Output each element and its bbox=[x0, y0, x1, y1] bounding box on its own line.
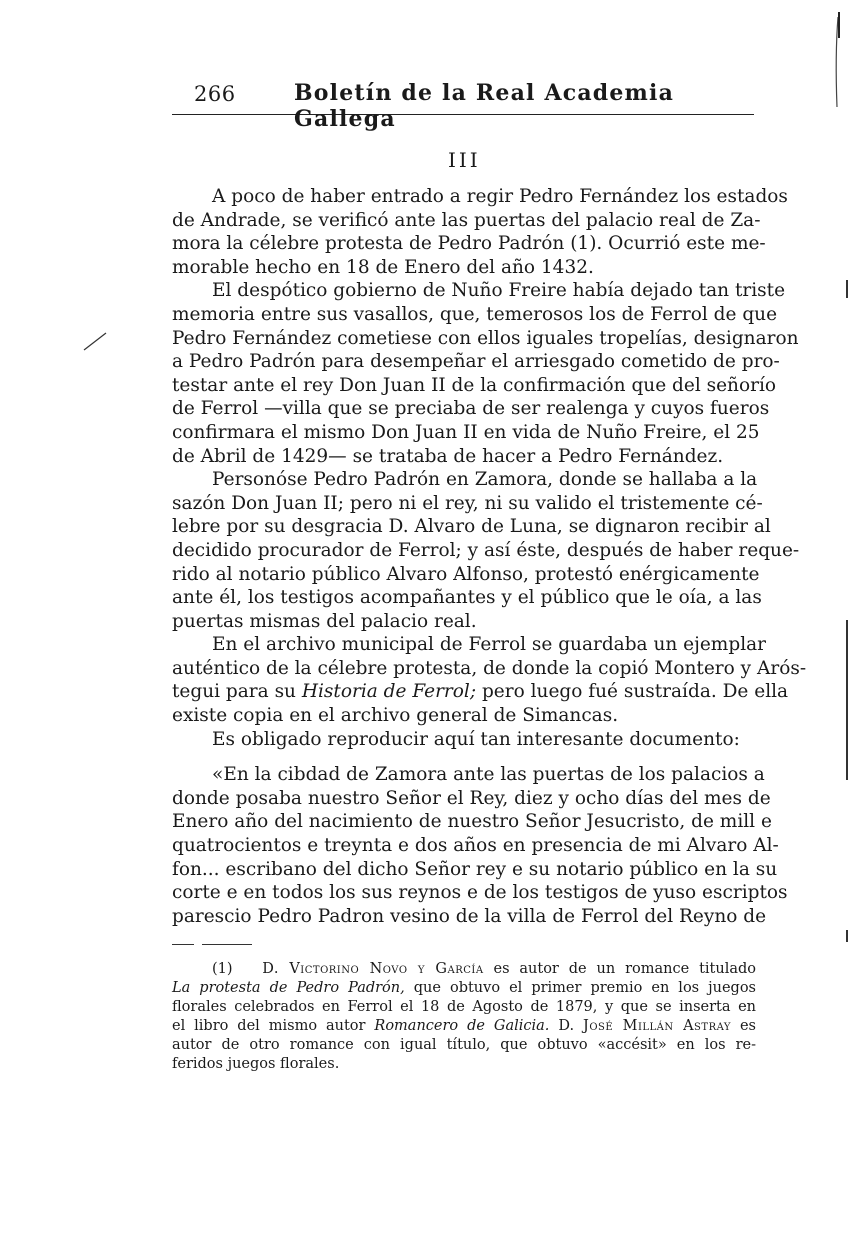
section-heading: III bbox=[448, 148, 481, 172]
text-line: Pedro Fernández cometiese con ellos iguales tropelías, designaron bbox=[172, 327, 799, 349]
book-title: Historia de Ferrol; bbox=[301, 681, 477, 703]
text-line: El despótico gobierno de Nuño Freire había dejado tan triste bbox=[212, 280, 786, 302]
text-line: existe copia en el archivo general de Simancas. bbox=[172, 705, 619, 727]
work-title: Romancero de Galicia. bbox=[374, 1018, 550, 1034]
text-line: a Pedro Padrón para desempeñar el arriesgado cometido de pro- bbox=[172, 351, 780, 373]
text-line: A poco de haber entrado a regir Pedro Fernández los estados bbox=[212, 186, 788, 207]
footnote bbox=[172, 960, 756, 1074]
text-line: ante él, los testigos acompañantes y el público que le oía, a las bbox=[172, 587, 762, 609]
text-line: de Abril de 1429— se trataba de hacer a Pedro Fernández. bbox=[172, 445, 724, 467]
footnote-line bbox=[172, 960, 756, 979]
footnote-line: feridos juegos florales. bbox=[172, 1056, 340, 1072]
text-line: morable hecho en 18 de Enero del año 1432. bbox=[172, 256, 594, 278]
scan-edge-mark bbox=[846, 280, 848, 298]
text-line: sazón Don Juan II; pero ni el rey, ni su valido el tristemente cé- bbox=[172, 492, 763, 514]
running-title: Boletín de la Real Academia Gallega bbox=[294, 80, 675, 132]
quote-line: quatrocientos e treynta e dos años en presencia de mi Alvaro Al- bbox=[172, 835, 779, 857]
text-fragment: el libro del mismo autor bbox=[172, 1018, 375, 1034]
author-name: José Millán Astray bbox=[583, 1018, 732, 1034]
text-line: de Andrade, se verificó ante las puertas del palacio real de Za- bbox=[172, 209, 761, 231]
text-line: rido al notario público Alvaro Alfonso, protestó enérgicamente bbox=[172, 563, 760, 585]
quote-line: donde posaba nuestro Señor el Rey, diez y ocho días del mes de bbox=[172, 787, 771, 809]
quote-line: «En la cibdad de Zamora ante las puertas de los palacios a bbox=[212, 764, 765, 786]
footnote-line: autor de otro romance con igual título, que obtuvo «accésit» en los re- bbox=[172, 1037, 756, 1053]
text-line: decidido procurador de Ferrol; y así éste, después de haber reque- bbox=[172, 539, 800, 561]
page-number: 266 bbox=[194, 82, 236, 106]
text-line: testar ante el rey Don Juan II de la confirmación que del señorío bbox=[172, 374, 777, 396]
footnote-line: florales celebrados en Ferrol el 18 de Agosto de 1879, y que se inserta en bbox=[172, 999, 756, 1015]
text-fragment: pero luego fué sustraída. De ella bbox=[476, 681, 789, 703]
text-line: mora la célebre protesta de Pedro Padrón (1). Ocurrió este me- bbox=[172, 233, 766, 255]
author-name: D. Victorino Novo y García bbox=[262, 961, 484, 977]
text-line: En el archivo municipal de Ferrol se guardaba un ejemplar bbox=[212, 634, 766, 656]
footnote-rule bbox=[172, 944, 194, 945]
footnote-rule bbox=[202, 944, 252, 945]
text-line: lebre por su desgracia D. Alvaro de Luna, se dignaron recibir al bbox=[172, 516, 771, 538]
quote-line: fon... escribano del dicho Señor rey e su notario público en la su bbox=[172, 858, 778, 880]
footnote-line bbox=[172, 1017, 756, 1036]
text-line: confirmara el mismo Don Juan II en vida de Nuño Freire, el 25 bbox=[172, 421, 760, 443]
text-fragment: es bbox=[731, 1018, 756, 1034]
text-line-with-italic bbox=[172, 680, 789, 704]
text-line: auténtico de la célebre protesta, de donde la copió Montero y Arós- bbox=[172, 657, 807, 679]
text-line: Personóse Pedro Padrón en Zamora, donde se hallaba a la bbox=[212, 469, 758, 491]
text-line: de Ferrol —villa que se preciaba de ser realenga y cuyos fueros bbox=[172, 398, 770, 420]
body-text bbox=[172, 185, 807, 928]
scan-edge-mark bbox=[838, 12, 840, 38]
text-fragment: es autor de un romance titulado bbox=[483, 961, 756, 977]
quote-line: parescio Pedro Padron vesino de la villa de Ferrol del Reyno de bbox=[172, 905, 767, 927]
text-fragment: que obtuvo el primer premio en los juegos bbox=[404, 980, 756, 996]
scan-edge-mark bbox=[830, 15, 842, 110]
text-line: memoria entre sus vasallos, que, temerosos los de Ferrol de que bbox=[172, 303, 778, 325]
running-header bbox=[172, 80, 754, 132]
footnote-marker: (1) bbox=[212, 961, 233, 977]
quote-line: Enero año del nacimiento de nuestro Señor Jesucristo, de mill e bbox=[172, 811, 772, 833]
work-title: La protesta de Pedro Padrón, bbox=[172, 980, 405, 996]
text-line: Es obligado reproducir aquí tan interesante documento: bbox=[212, 728, 740, 750]
text-fragment: D. bbox=[549, 1018, 583, 1034]
scan-edge-mark bbox=[846, 620, 848, 780]
scan-edge-mark bbox=[846, 930, 848, 942]
text-line: puertas mismas del palacio real. bbox=[172, 610, 477, 632]
footnote-line bbox=[172, 979, 756, 998]
text-fragment: tegui para su bbox=[172, 681, 302, 703]
margin-pen-mark bbox=[82, 330, 108, 352]
quote-line: corte e en todos los sus reynos e de los testigos de yuso escriptos bbox=[172, 882, 788, 904]
